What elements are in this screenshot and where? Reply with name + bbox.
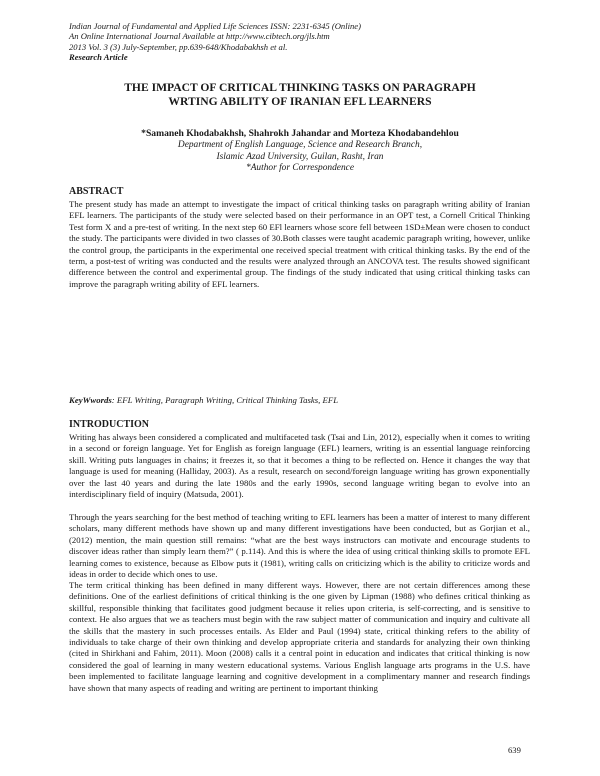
introduction-heading: INTRODUCTION [69, 419, 150, 430]
abstract-heading: ABSTRACT [69, 186, 124, 197]
journal-header [69, 21, 539, 63]
authors: *Samaneh Khodabakhsh, Shahrokh Jahandar and Morteza Khodabandehlou [141, 128, 459, 139]
affiliation-line: Department of English Language, Science and Research Branch, [177, 140, 423, 150]
intro-paragraph-1: Writing has always been considered a complicated and multifaceted task (Tsai and Lin, 2012), especially when it comes to writing in a second or foreign language. Yet for English as foreign language (EFL) learners, writing is an essential language reinforcing skill. Writing puts languages in chains; it freezes it, so that it becomes a thing to be reflected on. Hence it changes the way that language is used for meaning (Halliday, 2003). As a result, research on second/foreign language writing has grown exponentially over the last 40 years and during the late 1980s and the early 1990s, second language writing began to evolve into an interdisciplinary field of inquiry (Matsuda, 2001). [69, 432, 530, 500]
journal-header-line: 2013 Vol. 3 (3) July-September, pp.639-648/Khodabakhsh et al. [69, 41, 288, 52]
keywords-label: KeyWwords [69, 395, 112, 405]
journal-header-line: An Online International Journal Available at http://www.cibtech.org/jls.htm [69, 31, 330, 42]
abstract-text: The present study has made an attempt to investigate the impact of critical thinking tasks on paragraph writing ability of Iranian EFL learners. The participants of the study were selected based on their performance in an OPT test, a Cornell Critical Thinking Test form X and a pre-test of writing. In the next step 60 EFl learners whose score fell between 1SD±Mean were chosen to conduct the study. The participants were divided in two classes of 30.Both classes were taught academic paragraph writing, however, unlike the control group, the participants in the experimental one received special treatment with critical thinking tasks. By the end of the term, a post-test of writing was conducted and the results were analyzed through an ANCOVA test. The results showed significant difference between the control and experimental group. The findings of the study indicated that using critical thinking tasks can improve the paragraph writing ability of EFL learners. [69, 199, 530, 289]
affiliation-line: Islamic Azad University, Guilan, Rasht, Iran [216, 151, 384, 162]
correspondence-note: *Author for Correspondence [246, 163, 354, 174]
page-number: 639 [508, 745, 521, 755]
article-type: Research Article [69, 52, 128, 63]
title-line: THE IMPACT OF CRITICAL THINKING TASKS ON PARAGRAPH [124, 81, 476, 94]
affiliation [60, 140, 540, 175]
paper-title [60, 81, 540, 109]
title-line: WRTING ABILITY OF IRANIAN EFL LEARNERS [168, 95, 432, 108]
keywords-text: : EFL Writing, Paragraph Writing, Critical Thinking Tasks, EFL [111, 395, 339, 405]
intro-paragraph-2: Through the years searching for the best method of teaching writing to EFL learners has been a matter of interest to many different scholars, many different methods have shown up and many different investigations have been conducted, but as Gorjian et al., (2012) mention, the main question still remains: “what are the best ways instructors can motivate and encourage students to discover ideas rather than simply learn them?” ( p.114). And this is where the idea of using critical thinking skills to promote EFL learning comes to existence, because as Elbow puts it (1981), writing calls on criticizing which is the ability to criticize words and ideas in order to decide which ones to use. [69, 512, 530, 580]
keywords [69, 395, 530, 406]
intro-paragraph-3: The term critical thinking has been defined in many different ways. However, there are not certain differences among these definitions. One of the earliest definitions of critical thinking is the one given by Lipman (1988) who defines critical thinking as skillful, responsible thinking that facilitates good judgment because it relies upon criteria, is self-correcting, and is sensitive to context. He also argues that we as teachers must begin with the raw subject matter of communication and inquiry and cultivate all the skills that the mastery in such processes entails. As Elder and Paul (1994) state, critical thinking refers to the ability of individuals to take charge of their own thinking and develop appropriate criteria and standards for analyzing their own thinking (cited in Shirkhani and Fahim, 2011). Moon (2008) calls it a central point in education and indicates that critical thinking is now considered the goal of learning in many western educational systems. Various English language arts programs in the U.S. have been implemented to facilitate language learning and cognitive development in a complimentary manner and research findings have shown that many aspects of reading and writing are pertinent to important thinking [69, 580, 530, 693]
journal-header-line: Indian Journal of Fundamental and Applied Life Sciences ISSN: 2231-6345 (Online) [69, 21, 361, 31]
